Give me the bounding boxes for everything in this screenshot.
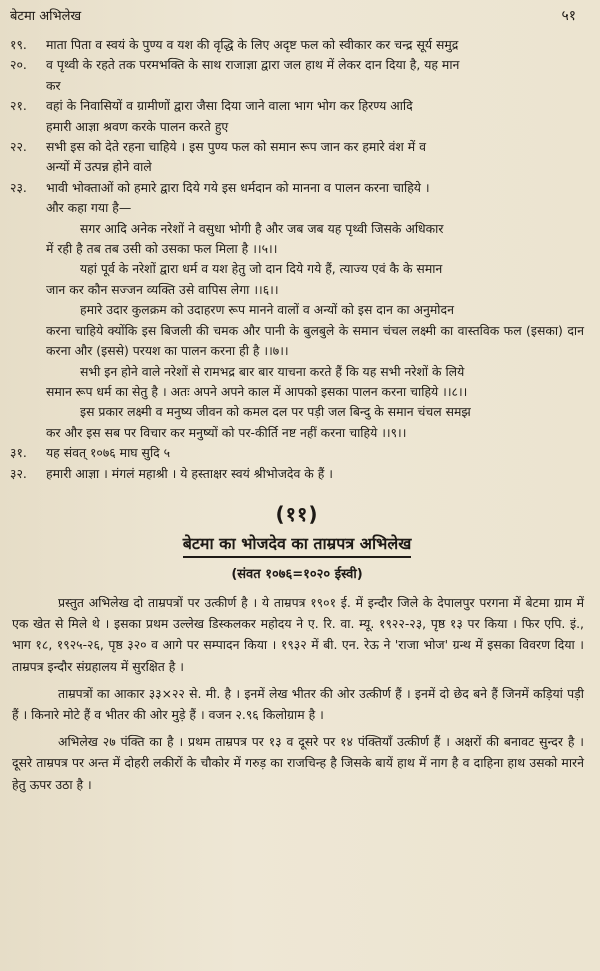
translation-line — [10, 96, 584, 116]
line-text: और कहा गया है— — [46, 200, 132, 216]
section-title: बेटमा का भोजदेव का ताम्रपत्र अभिलेख — [183, 533, 412, 558]
translation-line — [10, 117, 584, 137]
translation-line — [10, 198, 584, 218]
line-number: २०. — [10, 57, 27, 73]
translation-line — [10, 76, 584, 96]
section-heading — [10, 533, 584, 558]
verse — [10, 402, 584, 443]
line-text: कर — [46, 77, 61, 93]
line-number: २३. — [10, 179, 27, 195]
line-number — [10, 198, 46, 218]
verse — [10, 219, 584, 260]
body-paragraph: प्रस्तुत अभिलेख दो ताम्रपत्रों पर उत्कीर्ण है । ये ताम्रपत्र १९०१ ई. में इन्दौर जिले के देपालपुर परगना में बेटमा ग्राम में एक खेत से मिले थे । इसका प्रथम उल्लेख डिस्कलकर महोदय ने ए. रि. वा. म्यू. १९२२-२३, पृष्ठ १३ पर किया । फिर एपि. इं., भाग १८, १९२५-२६, पृष्ठ ३२० व आगे पर सम्पादन किया । १९३२ में बी. एन. रेऊ ने 'राजा भोज' ग्रन्थ में इसका विवरण दिया । ताम्रपत्र इन्दौर संग्रहालय में सुरक्षित है । — [12, 594, 584, 674]
verse-first-line: हमारे उदार कुलक्रम को उदाहरण रूप मानने वालों व अन्यों को इस दान का अनुमोदन — [80, 302, 454, 318]
line-text: भावी भोक्ताओं को हमारे द्वारा दिये गये इस धर्मदान को मानना व पालन करना चाहिये । — [46, 179, 430, 195]
line-number: २२. — [10, 139, 27, 155]
verse-continuation: जान कर कौन सज्जन व्यक्ति उसे वापिस लेगा ।।६।। — [46, 281, 279, 297]
translation-line — [10, 55, 584, 75]
translation-line — [10, 35, 584, 55]
translation-line — [10, 178, 584, 198]
verse-first-line: यहां पूर्व के नरेशों द्वारा धर्म व यश हेतु जो दान दिये गये हैं, त्याज्य एवं कै के समान — [80, 261, 443, 277]
line-text: सभी इस को देते रहना चाहिये । इस पुण्य फल को समान रूप जान कर हमारे वंश में व — [46, 139, 427, 155]
body-paragraph: अभिलेख २७ पंक्ति का है । प्रथम ताम्रपत्र पर १३ व दूसरे पर १४ पंक्तियाँ उत्कीर्ण हैं । अक्षरों की बनावट सुन्दर है । दूसरे ताम्रपत्र पर अन्त में दोहरी लकीरों के चौकोर में गरुड़ का राजचिन्ह है जिसके बायें हाथ में नाग है व दाहिना हाथ उसको मारने हेतु ऊपर उठा है । — [12, 734, 584, 792]
line-text: माता पिता व स्वयं के पुण्य व यश की वृद्धि के लिए अदृष्ट फल को स्वीकार कर चन्द्र सूर्य समुद्र — [46, 37, 459, 52]
line-number: ३२. — [10, 465, 27, 481]
section-number: (११) — [275, 501, 319, 526]
section-subtitle: (संवत १०७६=१०२० ईस्वी) — [231, 566, 363, 582]
line-text: वहां के निवासियों व ग्रामीणों द्वारा जैसा दिया जाने वाला भाग भोग कर हिरण्य आदि — [46, 98, 413, 114]
translation-line — [10, 157, 584, 177]
verse-first-line: सभी इन होने वाले नरेशों से रामभद्र बार बार याचना करते हैं कि यह सभी नरेशों के लिये — [80, 363, 465, 379]
verse — [10, 259, 584, 300]
line-text: व पृथ्वी के रहते तक परमभक्ति के साथ राजाज्ञा द्वारा जल हाथ में लेकर दान दिया है, यह मान — [46, 57, 460, 73]
running-title: बेटमा अभिलेख — [10, 9, 82, 24]
translation-line — [10, 443, 584, 463]
translation-line — [10, 464, 584, 484]
verse-continuation: करना चाहिये क्योंकि इस बिजली की चमक और पानी के बुलबुले के समान चंचल लक्ष्मी का वास्तविक फल (इसका) दान करना और (इससे) परयश का पालन करना ही है ।।७।। — [46, 322, 584, 359]
line-text: हमारी आज्ञा श्रवण करके पालन करते हुए — [46, 118, 229, 134]
line-text: यह संवत् १०७६ माघ सुदि ५ — [46, 445, 171, 461]
line-number: २१. — [10, 98, 27, 114]
line-number: १९. — [10, 37, 27, 52]
verse-continuation: कर और इस सब पर विचार कर मनुष्यों को पर-कीर्ति नष्ट नहीं करना चाहिये ।।९।। — [46, 424, 407, 440]
line-number — [10, 117, 46, 137]
verse-first-line: सगर आदि अनेक नरेशों ने वसुधा भोगी है और जब जब यह पृथ्वी जिसके अधिकार — [80, 220, 444, 236]
verse-continuation: में रही है तब तब उसी को उसका फल मिला है ।।५।। — [46, 241, 278, 257]
line-number: ३१. — [10, 445, 27, 461]
running-header — [10, 6, 584, 25]
verse-first-line: इस प्रकार लक्ष्मी व मनुष्य जीवन को कमल दल पर पड़ी जल बिन्दु के समान चंचल समझ — [80, 404, 471, 420]
body-paragraph: ताम्रपत्रों का आकार ३३×२२ से. मी. है । इनमें लेख भीतर की ओर उत्कीर्ण हैं । इनमें दो छेद बने हैं जिनमें कड़ियां पड़ी हैं । किनारे मोटे हैं व भीतर की ओर मुड़े हैं । वजन २.९६ किलोग्राम है । — [12, 685, 584, 722]
line-number — [10, 157, 46, 177]
verse-continuation: समान रूप धर्म का सेतु है । अतः अपने अपने काल में आपको इसका पालन करना चाहिये ।।८।। — [46, 383, 468, 399]
inscription-translation — [10, 35, 584, 484]
page-number: ५१ — [561, 8, 576, 24]
verse — [10, 362, 584, 403]
translation-line — [10, 137, 584, 157]
line-text: अन्यों में उत्पन्न होने वाले — [46, 159, 152, 175]
line-number — [10, 76, 46, 96]
verse — [10, 300, 584, 361]
line-text: हमारी आज्ञा । मंगलं महाश्री । ये हस्ताक्षर स्वयं श्रीभोजदेव के हैं । — [46, 465, 333, 481]
